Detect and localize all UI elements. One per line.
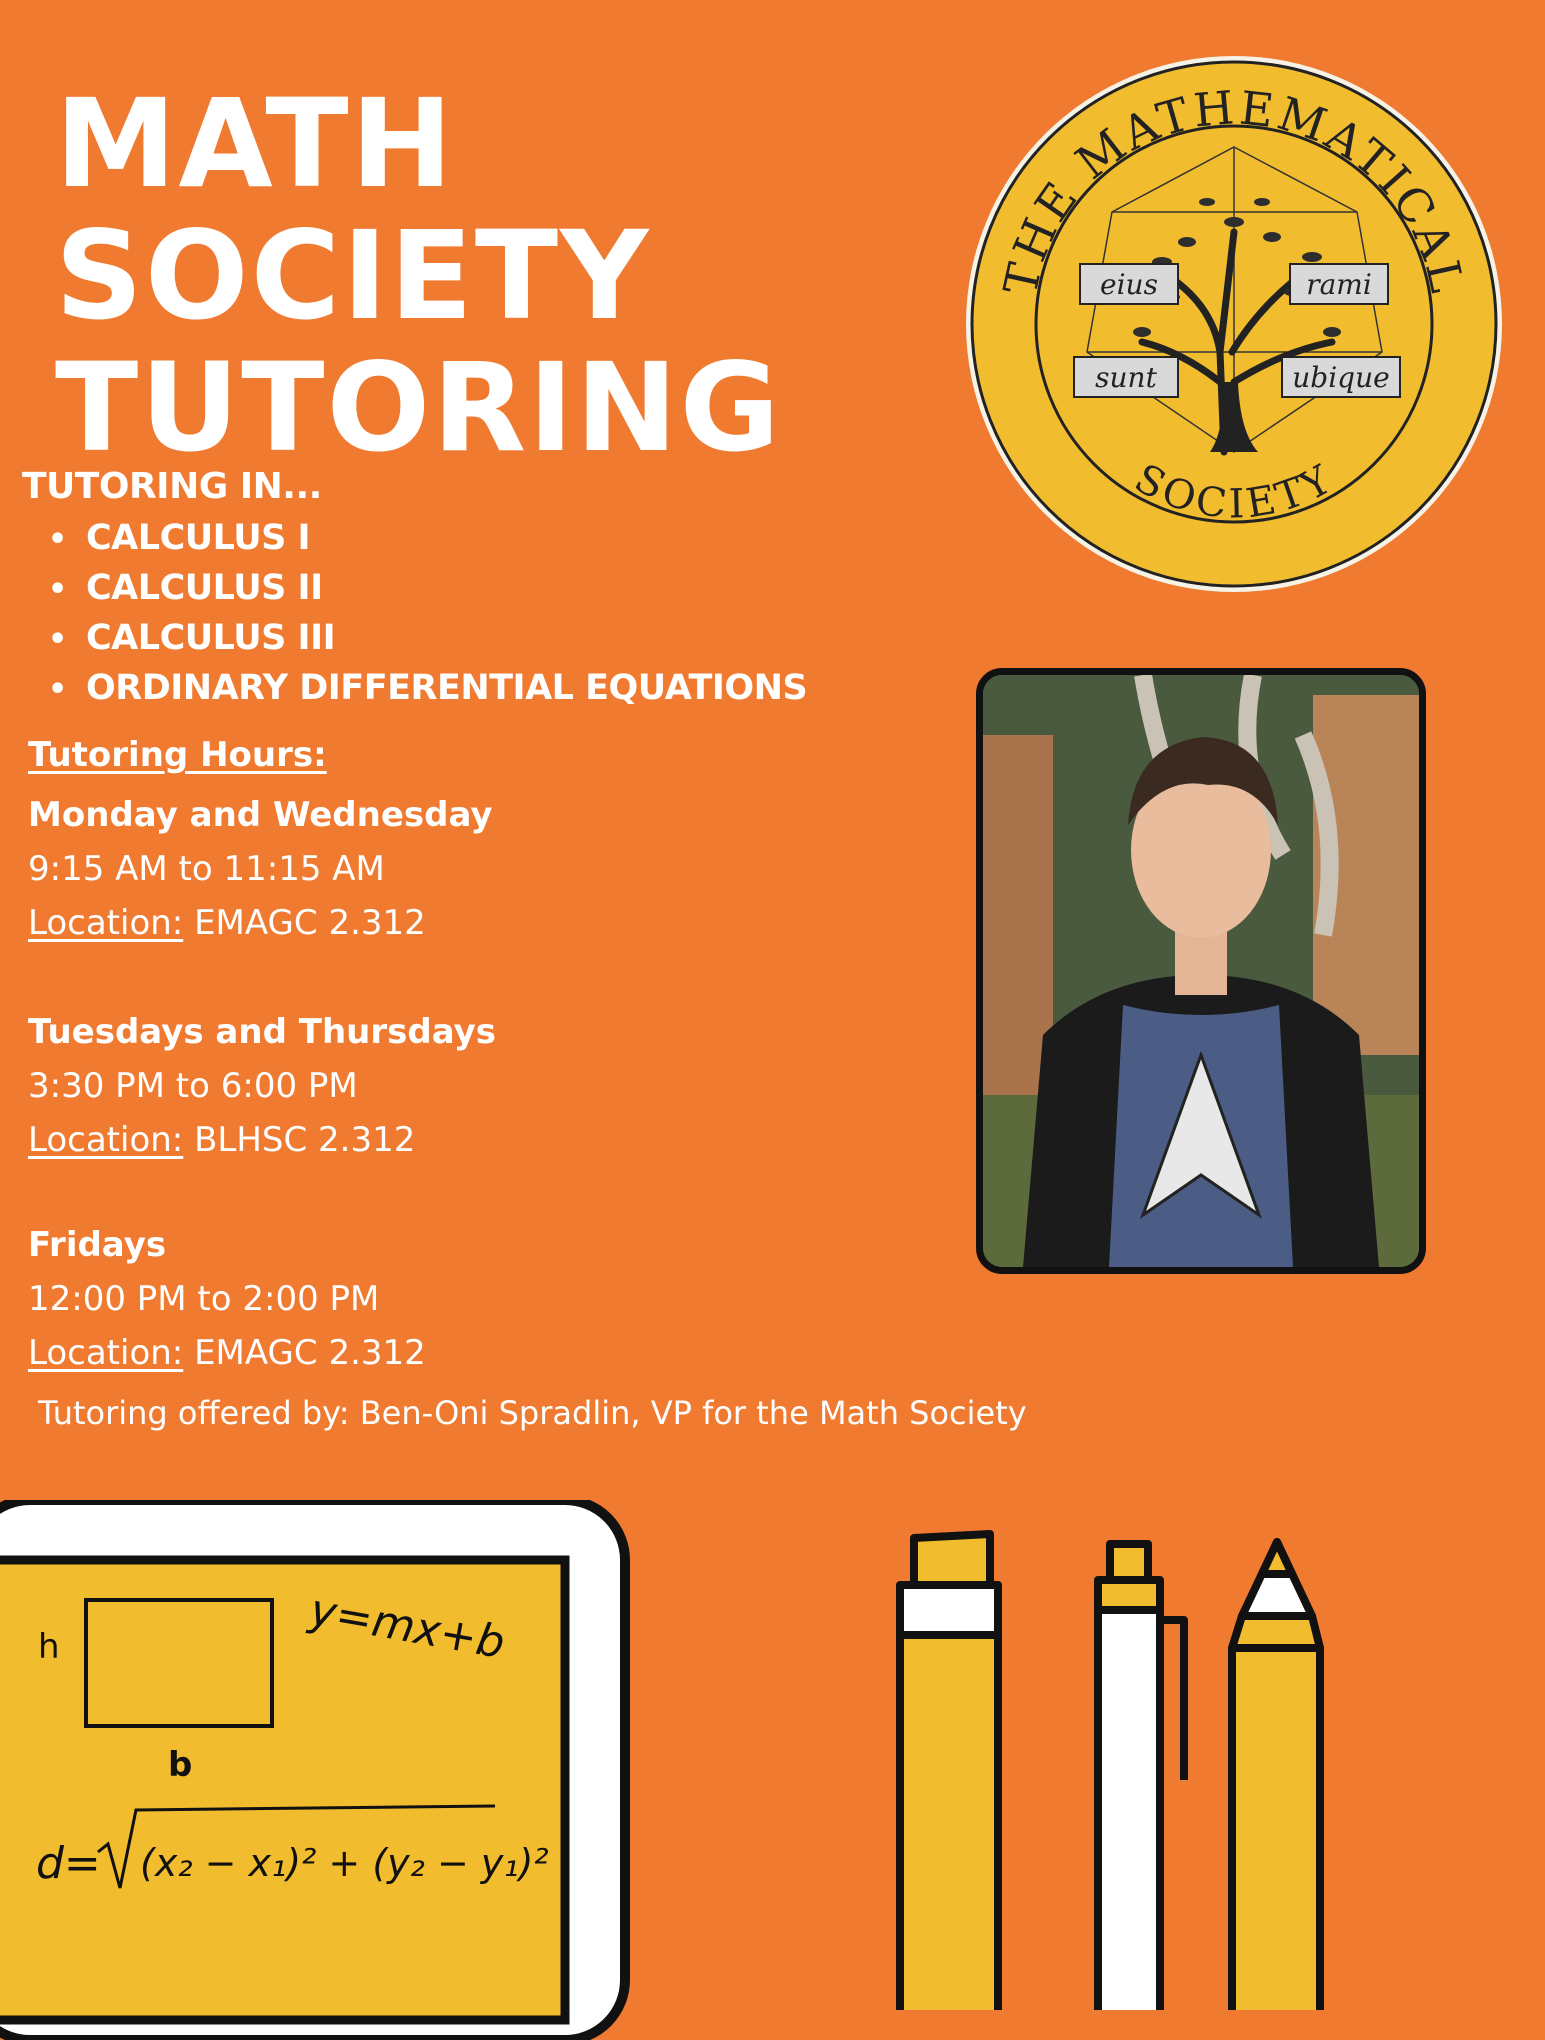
schedule-location — [28, 896, 493, 950]
list-item: • CALCULUS III — [48, 614, 807, 664]
pen-icon — [1098, 1544, 1184, 2010]
schedule-location — [28, 1326, 426, 1380]
tutor-portrait-icon — [983, 675, 1419, 1267]
tutor-credit: Tutoring offered by: Ben-Oni Spradlin, VP for the Math Society — [38, 1394, 1027, 1432]
schedule-days: Fridays — [28, 1225, 167, 1265]
label-b: b — [168, 1745, 193, 1785]
svg-text:eius: eius — [1100, 268, 1158, 301]
schedule-time: 9:15 AM to 11:15 AM — [28, 849, 385, 889]
tutor-photo — [976, 668, 1426, 1274]
svg-text:sunt: sunt — [1095, 361, 1157, 394]
location-label: Location: — [28, 1120, 184, 1160]
location-value: BLHSC 2.312 — [194, 1120, 416, 1160]
society-seal — [962, 52, 1507, 597]
formula-line: y=mx+b — [306, 1584, 509, 1669]
chalkboard-illustration — [0, 1500, 640, 2040]
page-title — [55, 73, 782, 479]
subjects-list — [48, 514, 807, 714]
title-line-1: MATH — [55, 73, 455, 215]
location-label: Location: — [28, 903, 184, 943]
svg-text:ubique: ubique — [1292, 361, 1390, 394]
schedule-days: Monday and Wednesday — [28, 795, 493, 835]
seal-bottom-text: SOCIETY — [1126, 455, 1343, 528]
schedule-block-tue-thu — [28, 1005, 496, 1167]
bullet-icon: • — [48, 622, 67, 657]
schedule-days: Tuesdays and Thursdays — [28, 1012, 496, 1052]
writing-tools-illustration — [880, 1530, 1400, 2010]
seal-top-text: THE MATHEMATICAL — [993, 80, 1475, 300]
formula-distance-body: (x₂ − x₁)² + (y₂ − y₁)² — [140, 1841, 549, 1885]
pencil-icon — [1232, 1542, 1320, 2010]
hours-heading: Tutoring Hours: — [28, 735, 327, 775]
schedule-block-fri — [28, 1218, 426, 1380]
list-item: • ORDINARY DIFFERENTIAL EQUATIONS — [48, 664, 807, 714]
location-label: Location: — [28, 1333, 184, 1373]
seal-banner-3 — [1074, 357, 1178, 397]
list-item: • CALCULUS II — [48, 564, 807, 614]
svg-text:rami: rami — [1306, 268, 1372, 301]
schedule-block-mon-wed — [28, 788, 493, 950]
location-value: EMAGC 2.312 — [194, 1333, 426, 1373]
title-line-2: SOCIETY — [55, 205, 651, 347]
seal-banner-2 — [1290, 264, 1388, 304]
bullet-icon: • — [48, 572, 67, 607]
schedule-location — [28, 1113, 496, 1167]
schedule-time: 12:00 PM to 2:00 PM — [28, 1279, 380, 1319]
bullet-icon: • — [48, 522, 67, 557]
seal-banner-1 — [1080, 264, 1178, 304]
formula-distance-prefix: d= — [36, 1838, 101, 1889]
schedule-time: 3:30 PM to 6:00 PM — [28, 1066, 358, 1106]
location-value: EMAGC 2.312 — [194, 903, 426, 943]
label-h: h — [38, 1627, 60, 1667]
list-item: • CALCULUS I — [48, 514, 807, 564]
title-line-3: TUTORING — [55, 337, 782, 479]
seal-banner-4 — [1282, 357, 1400, 397]
subjects-heading: TUTORING IN... — [22, 466, 322, 507]
bullet-icon: • — [48, 672, 67, 707]
marker-icon — [900, 1534, 998, 2010]
